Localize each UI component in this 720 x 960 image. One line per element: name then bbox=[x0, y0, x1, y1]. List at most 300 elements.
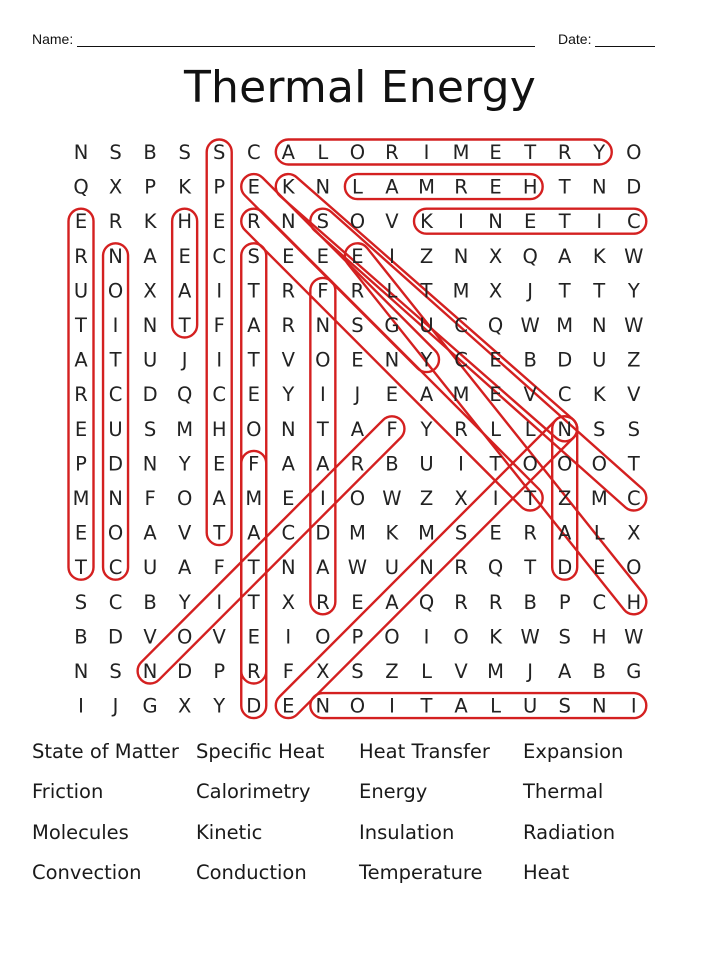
grid-letter[interactable]: C bbox=[626, 210, 641, 234]
grid-letter[interactable]: N bbox=[453, 244, 469, 268]
grid-letter[interactable]: N bbox=[315, 175, 331, 199]
grid-letter[interactable]: H bbox=[591, 625, 607, 649]
grid-letter[interactable]: D bbox=[557, 556, 573, 580]
grid-letter[interactable]: O bbox=[315, 625, 331, 649]
grid-letter[interactable]: N bbox=[108, 487, 123, 510]
grid-letter[interactable]: A bbox=[316, 556, 330, 580]
grid-letter[interactable]: S bbox=[143, 417, 157, 441]
grid-letter[interactable]: E bbox=[247, 625, 260, 649]
grid-letter[interactable]: X bbox=[454, 487, 468, 510]
grid-letter[interactable]: U bbox=[523, 694, 538, 718]
grid-letter[interactable]: K bbox=[592, 244, 606, 268]
grid-letter[interactable]: T bbox=[489, 452, 502, 476]
grid-letter[interactable]: O bbox=[591, 452, 607, 476]
grid-letter[interactable]: Y bbox=[282, 383, 295, 407]
grid-letter[interactable]: L bbox=[317, 141, 329, 164]
grid-letter[interactable]: M bbox=[418, 175, 435, 199]
grid-letter[interactable]: Y bbox=[213, 694, 226, 718]
grid-letter[interactable]: A bbox=[419, 383, 434, 407]
grid-letter[interactable]: P bbox=[144, 175, 156, 199]
grid-letter[interactable]: U bbox=[142, 556, 158, 580]
grid-letter[interactable]: E bbox=[351, 590, 364, 614]
grid-letter[interactable]: V bbox=[385, 210, 399, 234]
grid-letter[interactable]: N bbox=[315, 314, 331, 337]
grid-letter[interactable]: Q bbox=[418, 590, 435, 614]
grid-letter[interactable]: T bbox=[178, 314, 191, 337]
grid-letter[interactable]: E bbox=[282, 694, 295, 718]
grid-letter[interactable]: O bbox=[626, 556, 642, 580]
grid-letter[interactable]: E bbox=[74, 521, 88, 545]
grid-letter[interactable]: U bbox=[142, 348, 158, 372]
grid-letter[interactable]: Z bbox=[627, 348, 641, 372]
grid-letter[interactable]: E bbox=[385, 383, 399, 407]
grid-letter[interactable]: B bbox=[523, 590, 537, 614]
grid-letter[interactable]: M bbox=[487, 660, 505, 683]
grid-letter[interactable]: O bbox=[384, 625, 400, 649]
grid-letter[interactable]: E bbox=[282, 244, 295, 268]
grid-letter[interactable]: T bbox=[524, 487, 537, 510]
grid-letter[interactable]: M bbox=[245, 487, 263, 510]
grid-letter[interactable]: M bbox=[452, 141, 470, 164]
grid-letter[interactable]: K bbox=[178, 175, 192, 199]
grid-letter[interactable]: R bbox=[246, 660, 261, 683]
grid-letter[interactable]: Z bbox=[558, 487, 572, 510]
grid-letter[interactable]: W bbox=[624, 314, 644, 337]
grid-letter[interactable]: L bbox=[524, 417, 536, 441]
grid-letter[interactable]: I bbox=[423, 141, 430, 164]
grid-letter[interactable]: I bbox=[216, 279, 223, 303]
grid-letter[interactable]: V bbox=[454, 660, 468, 683]
grid-letter[interactable]: C bbox=[281, 521, 296, 545]
grid-letter[interactable]: L bbox=[351, 175, 363, 199]
grid-letter[interactable]: I bbox=[216, 590, 223, 614]
grid-letter[interactable]: H bbox=[211, 417, 227, 441]
name-label: Name: bbox=[32, 31, 74, 47]
grid-letter[interactable]: O bbox=[176, 487, 193, 510]
word-bank-item: State of Matter bbox=[32, 740, 179, 763]
grid-letter[interactable]: R bbox=[488, 590, 503, 614]
grid-letter[interactable]: T bbox=[316, 417, 329, 441]
grid-letter[interactable]: C bbox=[557, 383, 572, 407]
grid-letter[interactable]: R bbox=[454, 556, 468, 580]
grid-letter[interactable]: N bbox=[73, 660, 89, 683]
grid-letter[interactable]: O bbox=[107, 521, 124, 545]
grid-letter[interactable]: C bbox=[212, 244, 227, 268]
grid-letter[interactable]: T bbox=[558, 279, 571, 303]
grid-letter[interactable]: R bbox=[385, 141, 399, 164]
grid-letter[interactable]: E bbox=[489, 141, 502, 164]
grid-letter[interactable]: K bbox=[489, 625, 502, 649]
grid-letter[interactable]: Z bbox=[385, 660, 399, 683]
grid-letter[interactable]: A bbox=[558, 660, 572, 683]
grid-letter[interactable]: O bbox=[315, 348, 331, 372]
grid-letter[interactable]: A bbox=[350, 417, 365, 441]
grid-letter[interactable]: N bbox=[281, 210, 296, 234]
grid-letter[interactable]: I bbox=[389, 694, 395, 718]
grid-letter[interactable]: R bbox=[74, 244, 88, 268]
grid-letter[interactable]: R bbox=[246, 210, 261, 234]
grid-letter[interactable]: M bbox=[176, 417, 194, 441]
grid-letter[interactable]: D bbox=[108, 625, 124, 649]
grid-letter[interactable]: N bbox=[315, 694, 331, 718]
word-bank-item: Expansion bbox=[523, 740, 624, 763]
grid-letter[interactable]: V bbox=[627, 383, 641, 407]
grid-letter[interactable]: D bbox=[315, 521, 331, 545]
grid-letter[interactable]: Z bbox=[419, 244, 434, 268]
grid-letter[interactable]: A bbox=[177, 556, 192, 580]
grid-letter[interactable]: N bbox=[557, 417, 572, 441]
grid-letter[interactable]: E bbox=[593, 556, 606, 580]
grid-letter[interactable]: M bbox=[556, 314, 574, 337]
grid-letter[interactable]: B bbox=[385, 452, 399, 476]
grid-letter[interactable]: T bbox=[524, 556, 537, 580]
grid-letter[interactable]: Y bbox=[593, 141, 606, 164]
grid-letter[interactable]: O bbox=[557, 452, 573, 476]
grid-letter[interactable]: H bbox=[522, 175, 538, 199]
grid-letter[interactable]: S bbox=[109, 660, 122, 683]
grid-letter[interactable]: N bbox=[591, 314, 607, 337]
grid-letter[interactable]: S bbox=[627, 417, 640, 441]
grid-letter[interactable]: R bbox=[454, 175, 468, 199]
name-field[interactable] bbox=[32, 31, 535, 47]
grid-letter[interactable]: E bbox=[316, 244, 330, 268]
grid-letter[interactable]: M bbox=[348, 521, 366, 545]
grid-letter[interactable]: A bbox=[316, 452, 330, 476]
grid-letter[interactable]: O bbox=[107, 279, 124, 303]
grid-letter[interactable]: B bbox=[74, 625, 88, 649]
grid-letter[interactable]: D bbox=[108, 452, 124, 476]
grid-letter[interactable]: E bbox=[489, 383, 502, 407]
grid-letter[interactable]: M bbox=[418, 521, 435, 545]
grid-letter[interactable]: R bbox=[281, 279, 296, 303]
grid-letter[interactable]: C bbox=[626, 487, 641, 510]
grid-letter[interactable]: Y bbox=[178, 452, 191, 476]
grid-letter[interactable]: W bbox=[520, 625, 540, 649]
grid-letter[interactable]: T bbox=[213, 521, 226, 545]
grid-letter[interactable]: W bbox=[624, 625, 644, 649]
grid-letter[interactable]: I bbox=[319, 487, 326, 510]
grid-letter[interactable]: M bbox=[452, 383, 470, 407]
grid-letter[interactable]: E bbox=[178, 244, 191, 268]
grid-letter[interactable]: J bbox=[354, 383, 361, 407]
grid-letter[interactable]: N bbox=[488, 210, 503, 234]
grid-letter[interactable]: V bbox=[177, 521, 192, 545]
grid-letter[interactable]: F bbox=[144, 487, 156, 510]
grid-letter[interactable]: A bbox=[558, 521, 572, 545]
grid-letter[interactable]: T bbox=[75, 314, 87, 337]
grid-letter[interactable]: I bbox=[423, 625, 430, 649]
grid-letter[interactable]: O bbox=[246, 417, 262, 441]
grid-letter[interactable]: A bbox=[385, 590, 399, 614]
grid-letter[interactable]: X bbox=[488, 244, 503, 268]
grid-letter[interactable]: W bbox=[347, 556, 368, 580]
grid-letter[interactable]: V bbox=[281, 348, 295, 372]
grid-letter[interactable]: F bbox=[317, 279, 329, 303]
grid-letter[interactable]: H bbox=[177, 210, 192, 234]
grid-letter[interactable]: X bbox=[177, 694, 192, 718]
grid-letter[interactable]: Y bbox=[178, 590, 191, 614]
grid-letter[interactable]: L bbox=[593, 521, 605, 545]
grid-letter[interactable]: F bbox=[213, 314, 225, 337]
grid-letter[interactable]: R bbox=[557, 141, 572, 164]
grid-letter[interactable]: K bbox=[385, 521, 399, 545]
grid-letter[interactable]: Q bbox=[522, 244, 538, 268]
grid-letter[interactable]: T bbox=[247, 556, 260, 580]
grid-letter[interactable]: U bbox=[73, 279, 89, 303]
grid-letter[interactable]: U bbox=[592, 348, 607, 372]
grid-letter[interactable]: G bbox=[142, 694, 158, 718]
grid-letter[interactable]: S bbox=[454, 521, 468, 545]
grid-letter[interactable]: I bbox=[78, 694, 84, 718]
grid-letter[interactable]: A bbox=[454, 694, 468, 718]
grid-letter[interactable]: J bbox=[181, 348, 188, 372]
grid-letter[interactable]: C bbox=[108, 556, 123, 580]
grid-letter[interactable]: X bbox=[281, 590, 295, 614]
grid-letter[interactable]: R bbox=[281, 314, 296, 337]
grid-letter[interactable]: D bbox=[246, 694, 262, 718]
grid-letter[interactable]: X bbox=[108, 175, 123, 199]
grid-letter[interactable]: E bbox=[351, 244, 364, 268]
grid-letter[interactable]: C bbox=[454, 348, 468, 372]
grid-letter[interactable]: T bbox=[247, 279, 260, 303]
word-bank-item: Friction bbox=[32, 780, 104, 803]
grid-letter[interactable]: E bbox=[282, 487, 295, 510]
grid-letter[interactable]: N bbox=[142, 314, 158, 337]
grid-letter[interactable]: C bbox=[108, 590, 123, 614]
grid-letter[interactable]: J bbox=[527, 279, 534, 303]
grid-letter[interactable]: U bbox=[108, 417, 123, 441]
grid-letter[interactable]: S bbox=[178, 141, 191, 164]
grid-letter[interactable]: L bbox=[386, 279, 398, 303]
grid-letter[interactable]: I bbox=[216, 348, 223, 372]
grid-letter[interactable]: L bbox=[490, 417, 502, 441]
grid-letter[interactable]: T bbox=[420, 694, 433, 718]
grid-letter[interactable]: R bbox=[316, 590, 330, 614]
grid-letter[interactable]: S bbox=[351, 660, 364, 683]
grid-letter[interactable]: O bbox=[349, 141, 366, 164]
grid-letter[interactable]: A bbox=[247, 521, 261, 545]
grid-letter[interactable]: V bbox=[143, 625, 157, 649]
grid-letter[interactable]: B bbox=[592, 660, 606, 683]
grid-letter[interactable]: E bbox=[247, 175, 260, 199]
grid-letter[interactable]: K bbox=[143, 210, 157, 234]
grid-letter[interactable]: N bbox=[281, 417, 296, 441]
grid-letter[interactable]: A bbox=[74, 348, 88, 372]
grid-letter[interactable]: A bbox=[247, 314, 261, 337]
grid-letter[interactable]: R bbox=[454, 417, 468, 441]
grid-letter[interactable]: F bbox=[386, 417, 398, 441]
grid-letter[interactable]: W bbox=[624, 244, 644, 268]
grid-letter[interactable]: E bbox=[489, 521, 502, 545]
grid-letter[interactable]: D bbox=[177, 660, 193, 683]
grid-letter[interactable]: S bbox=[247, 244, 260, 268]
grid-letter[interactable]: J bbox=[527, 660, 534, 683]
grid-letter[interactable]: C bbox=[592, 590, 607, 614]
grid-letter[interactable]: E bbox=[213, 210, 226, 234]
grid-letter[interactable]: S bbox=[593, 417, 606, 441]
grid-letter[interactable]: N bbox=[142, 452, 158, 476]
grid-letter[interactable]: S bbox=[213, 141, 226, 164]
grid-letter[interactable]: S bbox=[316, 210, 330, 234]
grid-letter[interactable]: T bbox=[247, 348, 260, 372]
grid-letter[interactable]: X bbox=[488, 279, 503, 303]
grid-letter[interactable]: T bbox=[109, 348, 122, 372]
grid-letter[interactable]: Q bbox=[73, 175, 89, 199]
grid-letter[interactable]: J bbox=[112, 694, 119, 718]
grid-letter[interactable]: A bbox=[385, 175, 399, 199]
grid-letter[interactable]: F bbox=[248, 452, 260, 476]
grid-letter[interactable]: X bbox=[316, 660, 330, 683]
grid-letter[interactable]: B bbox=[143, 590, 157, 614]
grid-letter[interactable]: R bbox=[523, 521, 537, 545]
grid-letter[interactable]: G bbox=[626, 660, 642, 683]
grid-letter[interactable]: M bbox=[452, 279, 470, 303]
grid-letter[interactable]: S bbox=[74, 590, 88, 614]
grid-letter[interactable]: K bbox=[420, 210, 433, 234]
grid-letter[interactable]: I bbox=[389, 244, 395, 268]
grid-letter[interactable]: I bbox=[112, 314, 119, 337]
grid-letter[interactable]: O bbox=[453, 625, 469, 649]
grid-letter[interactable]: D bbox=[626, 175, 642, 199]
grid-letter[interactable]: T bbox=[627, 452, 640, 476]
grid-letter[interactable]: E bbox=[213, 452, 226, 476]
grid-letter[interactable]: R bbox=[454, 590, 468, 614]
grid-letter[interactable]: N bbox=[281, 556, 296, 580]
grid-letter[interactable]: N bbox=[419, 556, 434, 580]
grid-letter[interactable]: E bbox=[74, 210, 88, 234]
grid-letter[interactable]: O bbox=[349, 694, 366, 718]
grid-letter[interactable]: A bbox=[177, 279, 192, 303]
grid-letter[interactable]: K bbox=[281, 175, 295, 199]
grid-letter[interactable]: A bbox=[281, 452, 295, 476]
grid-letter[interactable]: S bbox=[558, 694, 571, 718]
grid-letter[interactable]: U bbox=[419, 452, 434, 476]
grid-letter[interactable]: A bbox=[558, 244, 572, 268]
grid-letter[interactable]: B bbox=[143, 141, 157, 164]
grid-letter[interactable]: I bbox=[630, 694, 637, 718]
grid-letter[interactable]: O bbox=[176, 625, 193, 649]
grid-letter[interactable]: Y bbox=[420, 417, 433, 441]
grid-letter[interactable]: T bbox=[420, 279, 433, 303]
grid-letter[interactable]: A bbox=[281, 141, 295, 164]
grid-letter[interactable]: T bbox=[558, 210, 571, 234]
grid-letter[interactable]: X bbox=[143, 279, 157, 303]
grid-letter[interactable]: E bbox=[74, 417, 88, 441]
grid-letter[interactable]: I bbox=[319, 383, 326, 407]
grid-letter[interactable]: P bbox=[351, 625, 364, 649]
grid-letter[interactable]: X bbox=[627, 521, 641, 545]
grid-letter[interactable]: R bbox=[108, 210, 123, 234]
grid-letter[interactable]: M bbox=[72, 487, 90, 510]
grid-letter[interactable]: Y bbox=[627, 279, 640, 303]
grid-letter[interactable]: V bbox=[523, 383, 537, 407]
grid-letter[interactable]: E bbox=[523, 210, 537, 234]
grid-letter[interactable]: C bbox=[454, 314, 468, 337]
grid-letter[interactable]: Y bbox=[420, 348, 433, 372]
grid-letter[interactable]: T bbox=[247, 590, 260, 614]
name-line[interactable] bbox=[77, 32, 535, 47]
grid-letter[interactable]: U bbox=[419, 314, 434, 337]
grid-letter[interactable]: P bbox=[213, 660, 226, 683]
grid-letter[interactable]: E bbox=[247, 383, 260, 407]
grid-letter[interactable]: B bbox=[523, 348, 537, 372]
grid-letter[interactable]: L bbox=[490, 694, 502, 718]
grid-letter[interactable]: E bbox=[489, 175, 502, 199]
grid-letter[interactable]: T bbox=[558, 175, 571, 199]
grid-letter[interactable]: W bbox=[520, 314, 540, 337]
grid-letter[interactable]: S bbox=[558, 625, 571, 649]
grid-letter[interactable]: D bbox=[557, 348, 573, 372]
grid-letter[interactable]: A bbox=[212, 487, 226, 510]
grid-letter[interactable]: T bbox=[75, 556, 87, 580]
date-line[interactable] bbox=[595, 32, 655, 47]
grid-letter[interactable]: Z bbox=[419, 487, 434, 510]
grid-letter[interactable]: O bbox=[626, 141, 642, 164]
word-bank-item: Convection bbox=[32, 861, 142, 884]
grid-letter[interactable]: N bbox=[73, 141, 89, 164]
grid-letter[interactable]: V bbox=[212, 625, 226, 649]
grid-letter[interactable]: N bbox=[108, 244, 123, 268]
grid-letter[interactable]: T bbox=[524, 141, 537, 164]
grid-letter[interactable]: F bbox=[213, 556, 225, 580]
grid-letter[interactable]: O bbox=[349, 487, 366, 510]
grid-letter[interactable]: D bbox=[142, 383, 158, 407]
grid-letter[interactable]: S bbox=[351, 314, 364, 337]
grid-letter[interactable]: E bbox=[351, 348, 364, 372]
grid-letter[interactable]: I bbox=[458, 452, 464, 476]
grid-letter[interactable]: P bbox=[558, 590, 571, 614]
grid-letter[interactable]: C bbox=[108, 383, 123, 407]
grid-letter[interactable]: I bbox=[596, 210, 603, 234]
grid-letter[interactable]: R bbox=[74, 383, 88, 407]
word-bank-item: Heat bbox=[523, 861, 570, 884]
grid-letter[interactable]: L bbox=[421, 660, 432, 683]
grid-letter[interactable]: A bbox=[143, 521, 157, 545]
grid-letter[interactable]: R bbox=[350, 452, 365, 476]
grid-letter[interactable]: C bbox=[212, 383, 227, 407]
grid-letter[interactable]: I bbox=[492, 487, 499, 510]
grid-letter[interactable]: M bbox=[590, 487, 608, 510]
grid-letter[interactable]: F bbox=[282, 660, 294, 683]
grid-letter[interactable]: S bbox=[109, 141, 122, 164]
date-field[interactable] bbox=[558, 31, 655, 47]
word-bank-item: Molecules bbox=[32, 821, 129, 844]
grid-letter[interactable]: O bbox=[349, 210, 366, 234]
grid-letter[interactable]: T bbox=[593, 279, 606, 303]
grid-letter[interactable]: N bbox=[591, 694, 607, 718]
grid-letter[interactable]: Q bbox=[487, 556, 504, 580]
grid-letter[interactable]: K bbox=[592, 383, 606, 407]
grid-letter[interactable]: A bbox=[143, 244, 157, 268]
grid-letter[interactable]: P bbox=[75, 452, 87, 476]
grid-letter[interactable]: Q bbox=[176, 383, 193, 407]
grid-letter[interactable]: N bbox=[384, 348, 400, 372]
grid-letter[interactable]: I bbox=[458, 210, 464, 234]
grid-letter[interactable]: G bbox=[384, 314, 400, 337]
grid-letter[interactable]: P bbox=[213, 175, 226, 199]
grid-letter[interactable]: H bbox=[626, 590, 642, 614]
grid-letter[interactable]: Q bbox=[487, 314, 504, 337]
grid-letter[interactable]: O bbox=[522, 452, 538, 476]
grid-letter[interactable]: U bbox=[384, 556, 400, 580]
grid-letter[interactable]: N bbox=[142, 660, 158, 683]
grid-letter[interactable]: C bbox=[246, 141, 261, 164]
grid-letter[interactable]: I bbox=[285, 625, 292, 649]
grid-letter[interactable]: N bbox=[591, 175, 607, 199]
grid-letter[interactable]: W bbox=[382, 487, 402, 510]
grid-letter[interactable]: R bbox=[350, 279, 365, 303]
grid-letter[interactable]: E bbox=[489, 348, 502, 372]
